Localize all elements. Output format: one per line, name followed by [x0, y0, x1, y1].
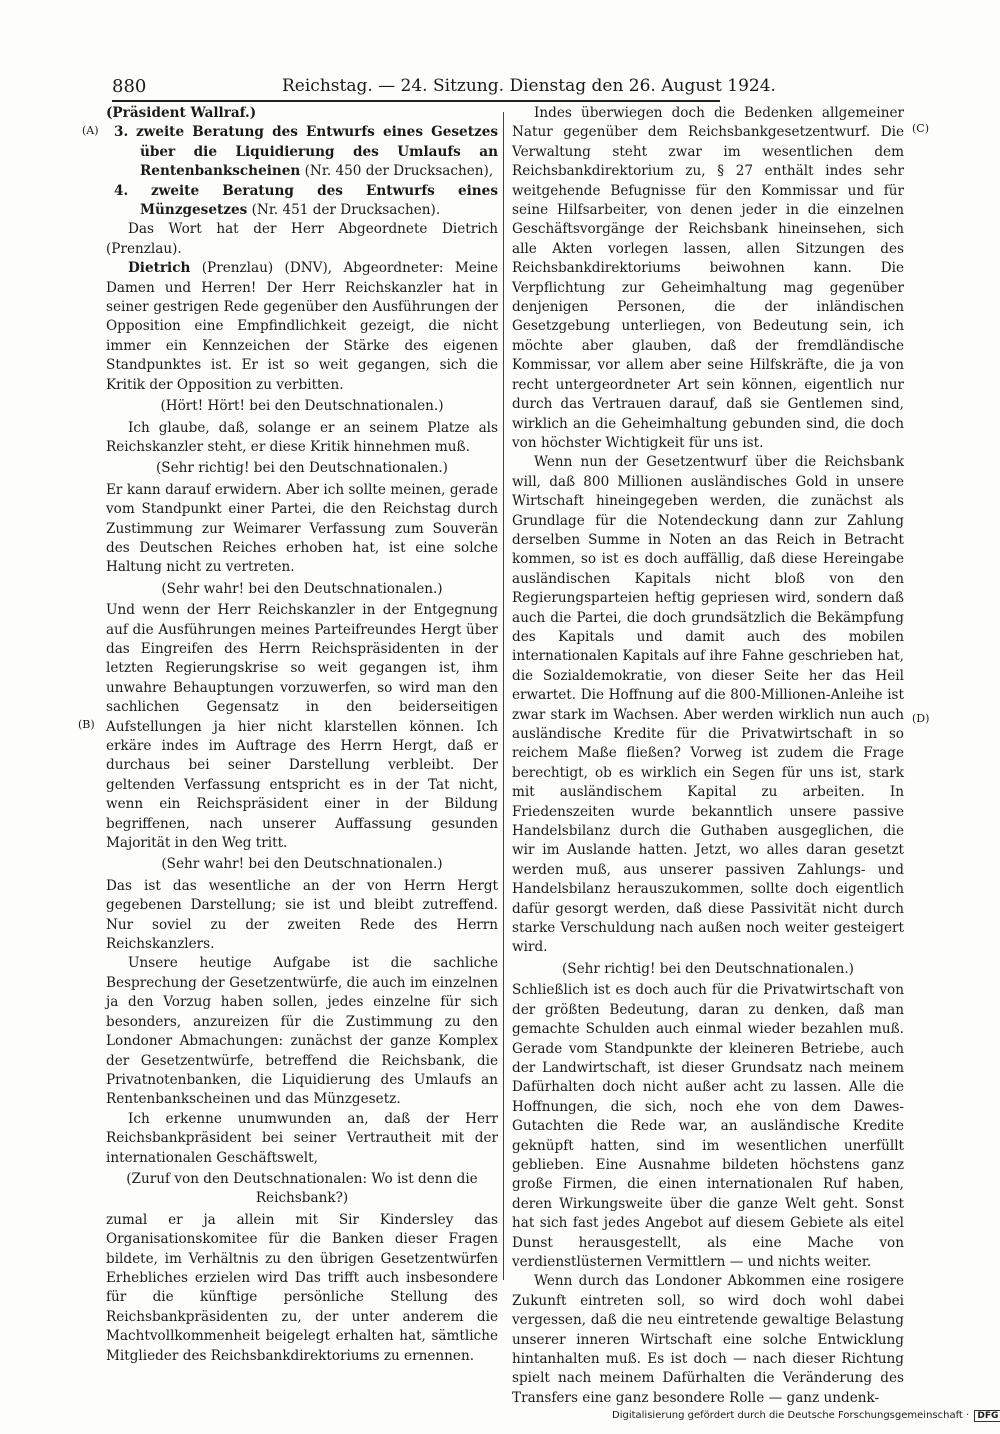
page-number: 880 [112, 76, 147, 97]
left-column [106, 104, 498, 1366]
paragraph: Ich glaube, daß, solange er an seinem Platze als Reichskanzler steht, er diese Kritik hinnehmen muß. [106, 419, 498, 455]
interjection: (Hört! Hört! bei den Deutschnationalen.) [160, 398, 444, 415]
paragraph: Ich erkenne unumwunden an, daß der Herr Reichsbankpräsident bei seiner Vertrautheit mit der internationalen Geschäftswelt, [106, 1110, 498, 1166]
speaker-name: Dietrich [128, 260, 191, 277]
interjection: (Sehr wahr! bei den Deutschnationalen.) [161, 580, 443, 597]
agenda-item-4 [106, 182, 498, 221]
interjection: (Sehr richtig! bei den Deutschnationalen.) [156, 460, 448, 477]
agenda-item-3-number: 3. [114, 124, 129, 141]
agenda-item-4-title: zweite Beratung des Entwurfs eines Münzgesetzes [140, 182, 498, 219]
interjection: (Sehr richtig! bei den Deutschnationalen.) [562, 960, 854, 977]
running-head: Reichstag. — 24. Sitzung. Dienstag den 26. August 1924. [282, 76, 776, 96]
dfg-logo: DFG [974, 1410, 1000, 1422]
page-header [112, 76, 776, 100]
right-column [512, 104, 904, 1408]
paragraph: Indes überwiegen doch die Bedenken allgemeiner Natur gegenüber dem Reichsbankgesetzentwurf. Die Verwaltung steht zwar im wesentlichen dem Reichsbankdirektorium zu, § 27 enthält indes sehr weitgehende Befugnisse für den Kommissar und für seine Hilfsarbeiter, von denen jeder in die einzelnen Geschäftsvorgänge der Reichsbank hineinsehen, sich alle Akten vorlegen lassen, allen Sitzungen des Reichsbankdirektoriums beiwohnen kann. Die Verpflichtung zur Geheimhaltung mag gegenüber denjenigen Personen, die der inländischen Gesetzgebung unterliegen, von Bedeutung sein, ich möchte aber glauben, daß der fremdländische Kommissar, vor allem aber seine Hilfskräfte, die ja von recht untergeordneter Art sein können, eigentlich nur durch das Vertrauen darauf, daß sie Gentlemen sind, wirklich an die Geheimhaltung gebunden sind, die doch von höchster Wichtigkeit für uns ist. [512, 105, 904, 451]
agenda-item-4-number: 4. [114, 182, 129, 199]
paragraph: Er kann darauf erwidern. Aber ich sollte meinen, gerade vom Standpunkt einer Partei, die den Reichstag durch Zustimmung zur Weimarer Verfassung zum Souverän des Deutschen Reiches erhoben hat, ist eine solche Haltung nicht zu vertreten. [106, 481, 498, 576]
interjection: (Sehr wahr! bei den Deutschnationalen.) [161, 856, 443, 873]
margin-mark-d: (D) [912, 712, 930, 725]
paragraph: Wenn nun der Gesetzentwurf über die Reichsbank will, daß 800 Millionen ausländisches Gold in unsere Wirtschaft hineingegeben werden, die zunächst als Grundlage für die Notendeckung dann zur Zahlung derselben Summe in Noten an das Reich in Betracht kommen, so ist es doch auffällig, daß diese Hereingabe ausländischen Kapitals nicht bloß von den Regierungsparteien heftig gepriesen wird, sondern daß auch die Partei, die doch grundsätzlich die Bekämpfung des Kapitals und damit auch des mobilen internationalen Kapitals auf ihre Fahne geschrieben hat, die Sozialdemokratie, von dieser Seite her das Heil erwartet. Die Hoffnung auf die 800-Millionen-Anleihe ist zwar stark im Wachsen. Aber werden wirklich nun auch ausländische Kredite für die Privatwirtschaft in so reichem Maße fließen? Vorweg ist zudem die Frage berechtigt, ob es wirklich ein Segen für uns ist, stark mit ausländischem Kapital zu arbeiten. In Friedenszeiten wurde bekanntlich unsere passive Handelsbilanz durch die Guthaben ausgeglichen, die wir im Auslande hatten. Jetzt, wo alles daran gesetzt werden muß, aus unserer passiven Zahlungs- und Handelsbilanz herauszukommen, sollte doch eigentlich dafür gesorgt werden, daß diese Passivität nicht durch starke Verschuldung nach außen noch weiter gesteigert wird. [512, 454, 904, 956]
margin-mark-c: (C) [912, 122, 929, 135]
paragraph: Wenn durch das Londoner Abkommen eine rosigere Zukunft eintreten soll, so wird doch wohl dabei vergessen, daß die neu eintretende gewaltige Belastung unserer inneren Wirtschaft eine solche Entwicklung hintanhalten muß. Es ist doch — nach dieser Richtung spielt nach meinem Dafürhalten die Veränderung des Transfers eine ganz besondere Rolle — ganz undenk- [512, 1273, 904, 1406]
margin-mark-b: (B) [78, 718, 95, 731]
paragraph: Das ist das wesentliche an der von Herrn Hergt gegebenen Darstellung; sie ist und bleibt zutreffend. Nur soviel zu der zweiten Rede des Herrn Reichskanzlers. [106, 877, 498, 953]
paragraph: Das Wort hat der Herr Abgeordnete Dietrich (Prenzlau). [106, 221, 498, 257]
agenda-item-3 [106, 123, 498, 181]
paragraph: Und wenn der Herr Reichskanzler in der Entgegnung auf die Ausführungen meines Parteifreundes Hergt über das Eingreifen des Herrn Reichspräsidenten in der letzten Regierungskrise so weit gegangen ist, ihm unwahre Behauptungen vorzuwerfen, so wird man den sachlichen Gegensatz in den beiderseitigen Aufstellungen ja hier nicht klarstellen können. Ich erkäre indes im Auftrage des Herrn Hergt, daß er durchaus bei seiner Darstellung verbleibt. Der geltenden Verfassung entspricht es in der Tat nicht, wenn ein Reichspräsident einer in der Bildung begriffenen, nach unserer Auffassung gesunden Majorität in den Weg tritt. [106, 602, 498, 852]
digitization-footer [612, 1410, 1000, 1422]
paragraph: zumal er ja allein mit Sir Kindersley das Organisationskomitee für die Banken dieser Fragen bildete, im Verhältnis zu den übrigen Gesetzentwürfen Erhebliches erzielen wird Das trifft auch insbesondere für die künftige persönliche Stellung des Reichsbankpräsidenten zu, der unter anderem die Machtvollkommenheit beigelegt erhalten hat, sämtliche Mitglieder des Reichsbankdirektoriums zu ernennen. [106, 1211, 498, 1364]
agenda-item-3-title: zweite Beratung des Entwurfs eines Gesetzes über die Liquidierung des Umlaufs an Rentenbankscheinen [135, 124, 498, 180]
footer-text: Digitalisierung gefördert durch die Deutsche Forschungsgemeinschaft · [612, 1410, 970, 1421]
header-rule [112, 100, 720, 102]
presiding-note: (Präsident Wallraf.) [106, 105, 257, 121]
paragraph: Schließlich ist es doch auch für die Privatwirtschaft von der größten Bedeutung, daran zu denken, daß man gemachte Schulden auch einmal wieder bezahlen muß. Gerade vom Standpunkte der kleineren Betriebe, auch der Landwirtschaft, ist dieser Grundsatz nach meinem Dafürhalten doch nicht außer acht zu lassen. Alle die Hoffnungen, die sich, noch ehe von dem Dawes-Gutachten die Rede war, an ausländische Kredite geknüpft hatten, sind im wesentlichen unerfüllt geblieben. Eine Ausnahme bildeten höchstens ganz große Firmen, die einen internationalen Ruf haben, deren Wirkungsweite über die ganze Welt geht. Sonst hat sich fast jedes Angebot auf diesem Gebiete als eitel Dunst herausgestellt, als eine Mache von verdienstlüsternen Vermittlern — und nichts weiter. [512, 982, 904, 1270]
agenda-item-4-ref: (Nr. 451 der Drucksachen). [247, 202, 441, 219]
paragraph: Unsere heutige Aufgabe ist die sachliche Besprechung der Gesetzentwürfe, die auch im einzelnen ja den Vorzug haben sollen, jedes einzelne für sich besonders, anzureizen für die Zustimmung zu den Londoner Abmachungen: zunächst der ganze Komplex der Gesetzentwürfe, betreffend die Reichsbank, die Privatnotenbanken, die Liquidierung des Umlaufs an Rentenbankscheinen und das Münzgesetz. [106, 955, 498, 1108]
paragraph-speech-start [106, 259, 498, 395]
column-divider [503, 112, 504, 1280]
speech-text: (Prenzlau) (DNV), Abgeordneter: Meine Damen und Herren! Der Herr Reichskanzler hat in seiner gestrigen Rede gegenüber den Ausführungen der Opposition eine Empfindlichkeit gezeigt, die nicht immer ein Kennzeichen der Stärke des eigenen Standpunktes ist. Er ist so weit gegangen, sich die Kritik der Opposition zu verbitten. [106, 260, 498, 393]
agenda-item-3-ref: (Nr. 450 der Drucksachen), [300, 163, 494, 180]
margin-mark-a: (A) [82, 124, 99, 137]
interjection: (Zuruf von den Deutschnationalen: Wo ist denn die Reichsbank?) [126, 1170, 478, 1207]
